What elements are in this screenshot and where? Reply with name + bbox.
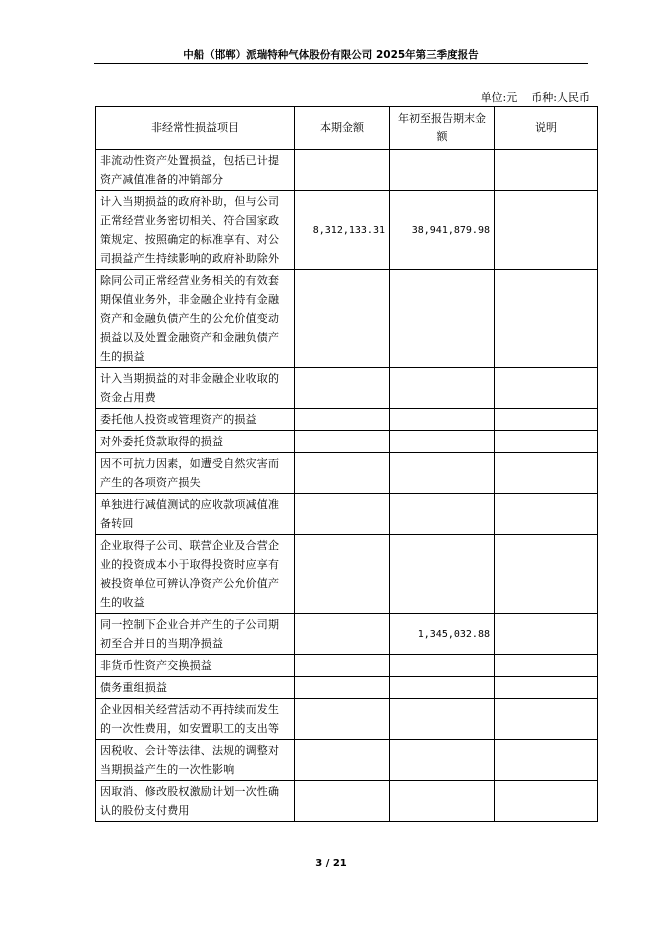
row-current-amount-cell	[295, 494, 390, 535]
row-item-cell: 委托他人投资或管理资产的损益	[96, 409, 295, 431]
row-item-cell: 企业取得子公司、联营企业及合营企业的投资成本小于取得投资时应享有被投资单位可辨认净资产公允价值产生的收益	[96, 535, 295, 614]
row-item-cell: 非流动性资产处置损益，包括已计提资产减值准备的冲销部分	[96, 150, 295, 191]
table-header-row	[96, 107, 598, 150]
row-current-amount-cell	[295, 781, 390, 822]
row-item-cell: 企业因相关经营活动不再持续而发生的一次性费用，如安置职工的支出等	[96, 699, 295, 740]
report-header-title: 中船（邯郸）派瑞特种气体股份有限公司 2025年第三季度报告	[183, 49, 479, 61]
row-item-cell: 对外委托贷款取得的损益	[96, 431, 295, 453]
non-recurring-items-table	[95, 106, 598, 822]
row-note-cell	[495, 781, 598, 822]
row-ytd-amount-cell: 1,345,032.88	[390, 614, 495, 655]
row-note-cell	[495, 494, 598, 535]
unit-label: 单位:元	[480, 91, 518, 104]
column-header-item: 非经常性损益项目	[96, 107, 295, 150]
table-row	[96, 614, 598, 655]
row-note-cell	[495, 655, 598, 677]
table-row	[96, 699, 598, 740]
row-current-amount-cell	[295, 270, 390, 368]
row-ytd-amount-cell	[390, 270, 495, 368]
table-row	[96, 150, 598, 191]
table-row	[96, 740, 598, 781]
table-row	[96, 191, 598, 270]
header-divider	[94, 63, 588, 64]
row-current-amount-cell	[295, 368, 390, 409]
table-row	[96, 409, 598, 431]
table-row	[96, 494, 598, 535]
row-item-cell: 计入当期损益的政府补助，但与公司正常经营业务密切相关、符合国家政策规定、按照确定的标准享有、对公司损益产生持续影响的政府补助除外	[96, 191, 295, 270]
row-note-cell	[495, 431, 598, 453]
row-current-amount-cell	[295, 614, 390, 655]
table-body	[96, 150, 598, 822]
row-ytd-amount-cell	[390, 740, 495, 781]
row-note-cell	[495, 191, 598, 270]
row-ytd-amount-cell	[390, 409, 495, 431]
row-note-cell	[495, 535, 598, 614]
unit-currency-line	[481, 89, 590, 105]
row-ytd-amount-cell	[390, 655, 495, 677]
row-note-cell	[495, 409, 598, 431]
row-item-cell: 因取消、修改股权激励计划一次性确认的股份支付费用	[96, 781, 295, 822]
row-note-cell	[495, 699, 598, 740]
row-note-cell	[495, 453, 598, 494]
row-current-amount-cell	[295, 431, 390, 453]
table-row	[96, 677, 598, 699]
table-row	[96, 655, 598, 677]
row-ytd-amount-cell	[390, 453, 495, 494]
row-current-amount-cell	[295, 150, 390, 191]
row-current-amount-cell	[295, 677, 390, 699]
table-row	[96, 781, 598, 822]
row-item-cell: 除同公司正常经营业务相关的有效套期保值业务外，非金融企业持有金融资产和金融负债产生的公允价值变动损益以及处置金融资产和金融负债产生的损益	[96, 270, 295, 368]
table-row	[96, 453, 598, 494]
row-current-amount-cell: 8,312,133.31	[295, 191, 390, 270]
row-ytd-amount-cell	[390, 494, 495, 535]
row-current-amount-cell	[295, 655, 390, 677]
row-current-amount-cell	[295, 535, 390, 614]
row-item-cell: 非货币性资产交换损益	[96, 655, 295, 677]
table-row	[96, 535, 598, 614]
row-current-amount-cell	[295, 409, 390, 431]
row-current-amount-cell	[295, 699, 390, 740]
row-current-amount-cell	[295, 453, 390, 494]
row-item-cell: 因税收、会计等法律、法规的调整对当期损益产生的一次性影响	[96, 740, 295, 781]
row-note-cell	[495, 270, 598, 368]
row-ytd-amount-cell	[390, 535, 495, 614]
row-item-cell: 债务重组损益	[96, 677, 295, 699]
column-header-current: 本期金额	[295, 107, 390, 150]
row-ytd-amount-cell	[390, 368, 495, 409]
row-ytd-amount-cell	[390, 699, 495, 740]
row-item-cell: 因不可抗力因素，如遭受自然灾害而产生的各项资产损失	[96, 453, 295, 494]
column-header-note: 说明	[495, 107, 598, 150]
row-note-cell	[495, 150, 598, 191]
row-note-cell	[495, 368, 598, 409]
row-ytd-amount-cell: 38,941,879.98	[390, 191, 495, 270]
row-item-cell: 单独进行减值测试的应收款项减值准备转回	[96, 494, 295, 535]
column-header-ytd: 年初至报告期末金额	[390, 107, 495, 150]
currency-label: 币种:人民币	[531, 91, 590, 104]
page-number: 3 / 21	[315, 858, 347, 869]
row-note-cell	[495, 677, 598, 699]
table-row	[96, 368, 598, 409]
row-item-cell: 同一控制下企业合并产生的子公司期初至合并日的当期净损益	[96, 614, 295, 655]
row-note-cell	[495, 614, 598, 655]
table-row	[96, 431, 598, 453]
row-item-cell: 计入当期损益的对非金融企业收取的资金占用费	[96, 368, 295, 409]
row-ytd-amount-cell	[390, 677, 495, 699]
row-ytd-amount-cell	[390, 431, 495, 453]
row-current-amount-cell	[295, 740, 390, 781]
row-note-cell	[495, 740, 598, 781]
row-ytd-amount-cell	[390, 781, 495, 822]
table-row	[96, 270, 598, 368]
row-ytd-amount-cell	[390, 150, 495, 191]
